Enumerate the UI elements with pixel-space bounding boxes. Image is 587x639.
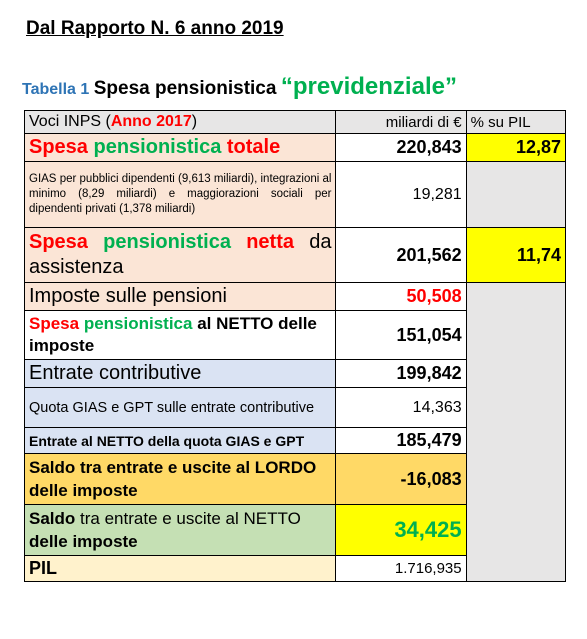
word-pensionistica: pensionistica <box>93 136 222 158</box>
row-saldo-lordo-label: Saldo tra entrate e uscite al LORDO delle imposte <box>25 454 336 505</box>
table-row <box>25 228 566 283</box>
word-spesa: Spesa <box>29 231 88 253</box>
row-pil-label: PIL <box>25 556 336 582</box>
words-da-assistenza: da assistenza <box>29 231 332 278</box>
row-gias-label: GIAS per pubblici dipendenti (9,613 miliardi), integrazioni al minimo (8,29 miliardi) e maggiorazioni sociali per dipendenti privati (1,378 miliardi) <box>25 162 336 228</box>
row-imposte-value: 50,508 <box>336 283 466 311</box>
row-netto-imposte-label <box>25 311 336 360</box>
row-spesa-totale-label <box>25 134 336 162</box>
row-entrate-netto-value: 185,479 <box>336 428 466 454</box>
row-netto-imposte-value: 151,054 <box>336 311 466 360</box>
word-pensionistica: pensionistica <box>83 314 193 333</box>
word-spesa: Spesa <box>29 314 80 333</box>
caption-quote: “previdenziale” <box>280 73 457 100</box>
row-spesa-totale-pil: 12,87 <box>466 134 565 162</box>
header-voci-suffix: ) <box>191 113 198 130</box>
pil-column-empty <box>466 283 565 582</box>
row-gias-pil <box>466 162 565 228</box>
row-spesa-netta-label <box>25 228 336 283</box>
report-heading: Dal Rapporto N. 6 anno 2019 <box>26 18 284 39</box>
table-row <box>25 283 566 311</box>
word-pensionistica: pensionistica <box>103 231 231 253</box>
row-spesa-totale-value: 220,843 <box>336 134 466 162</box>
table-row <box>25 162 566 228</box>
table-row <box>25 134 566 162</box>
row-quota-gias-value: 14,363 <box>336 388 466 428</box>
header-year: Anno 2017 <box>110 113 192 130</box>
caption-title: Spesa pensionistica <box>93 78 277 99</box>
row-quota-gias-label: Quota GIAS e GPT sulle entrate contributive <box>25 388 336 428</box>
header-voci-prefix: Voci INPS ( <box>29 113 111 130</box>
row-saldo-lordo-value: -16,083 <box>336 454 466 505</box>
word-spesa: Spesa <box>29 136 88 158</box>
word-netta: netta <box>246 231 295 253</box>
row-entrate-netto-label: Entrate al NETTO della quota GIAS e GPT <box>25 428 336 454</box>
caption-number: Tabella 1 <box>22 81 90 98</box>
row-entrate-label: Entrate contributive <box>25 360 336 388</box>
word-totale: totale <box>226 136 281 158</box>
words-delle-imposte: delle imposte <box>29 532 138 551</box>
row-imposte-label: Imposte sulle pensioni <box>25 283 336 311</box>
row-spesa-netta-value: 201,562 <box>336 228 466 283</box>
table-header-row <box>25 111 566 134</box>
row-gias-value: 19,281 <box>336 162 466 228</box>
header-miliardi: miliardi di € <box>336 111 466 134</box>
words-al-netto: al NETTO delle imposte <box>29 314 317 355</box>
word-saldo: Saldo <box>29 509 76 528</box>
row-entrate-value: 199,842 <box>336 360 466 388</box>
row-pil-value: 1.716,935 <box>336 556 466 582</box>
row-spesa-netta-pil: 11,74 <box>466 228 565 283</box>
row-saldo-netto-value: 34,425 <box>336 505 466 556</box>
header-voci <box>25 111 336 134</box>
row-saldo-netto-label <box>25 505 336 556</box>
words-saldo-middle: tra entrate e uscite al NETTO <box>80 509 301 528</box>
pension-table <box>24 110 566 582</box>
table-caption <box>22 73 457 101</box>
header-pil: % su PIL <box>466 111 565 134</box>
